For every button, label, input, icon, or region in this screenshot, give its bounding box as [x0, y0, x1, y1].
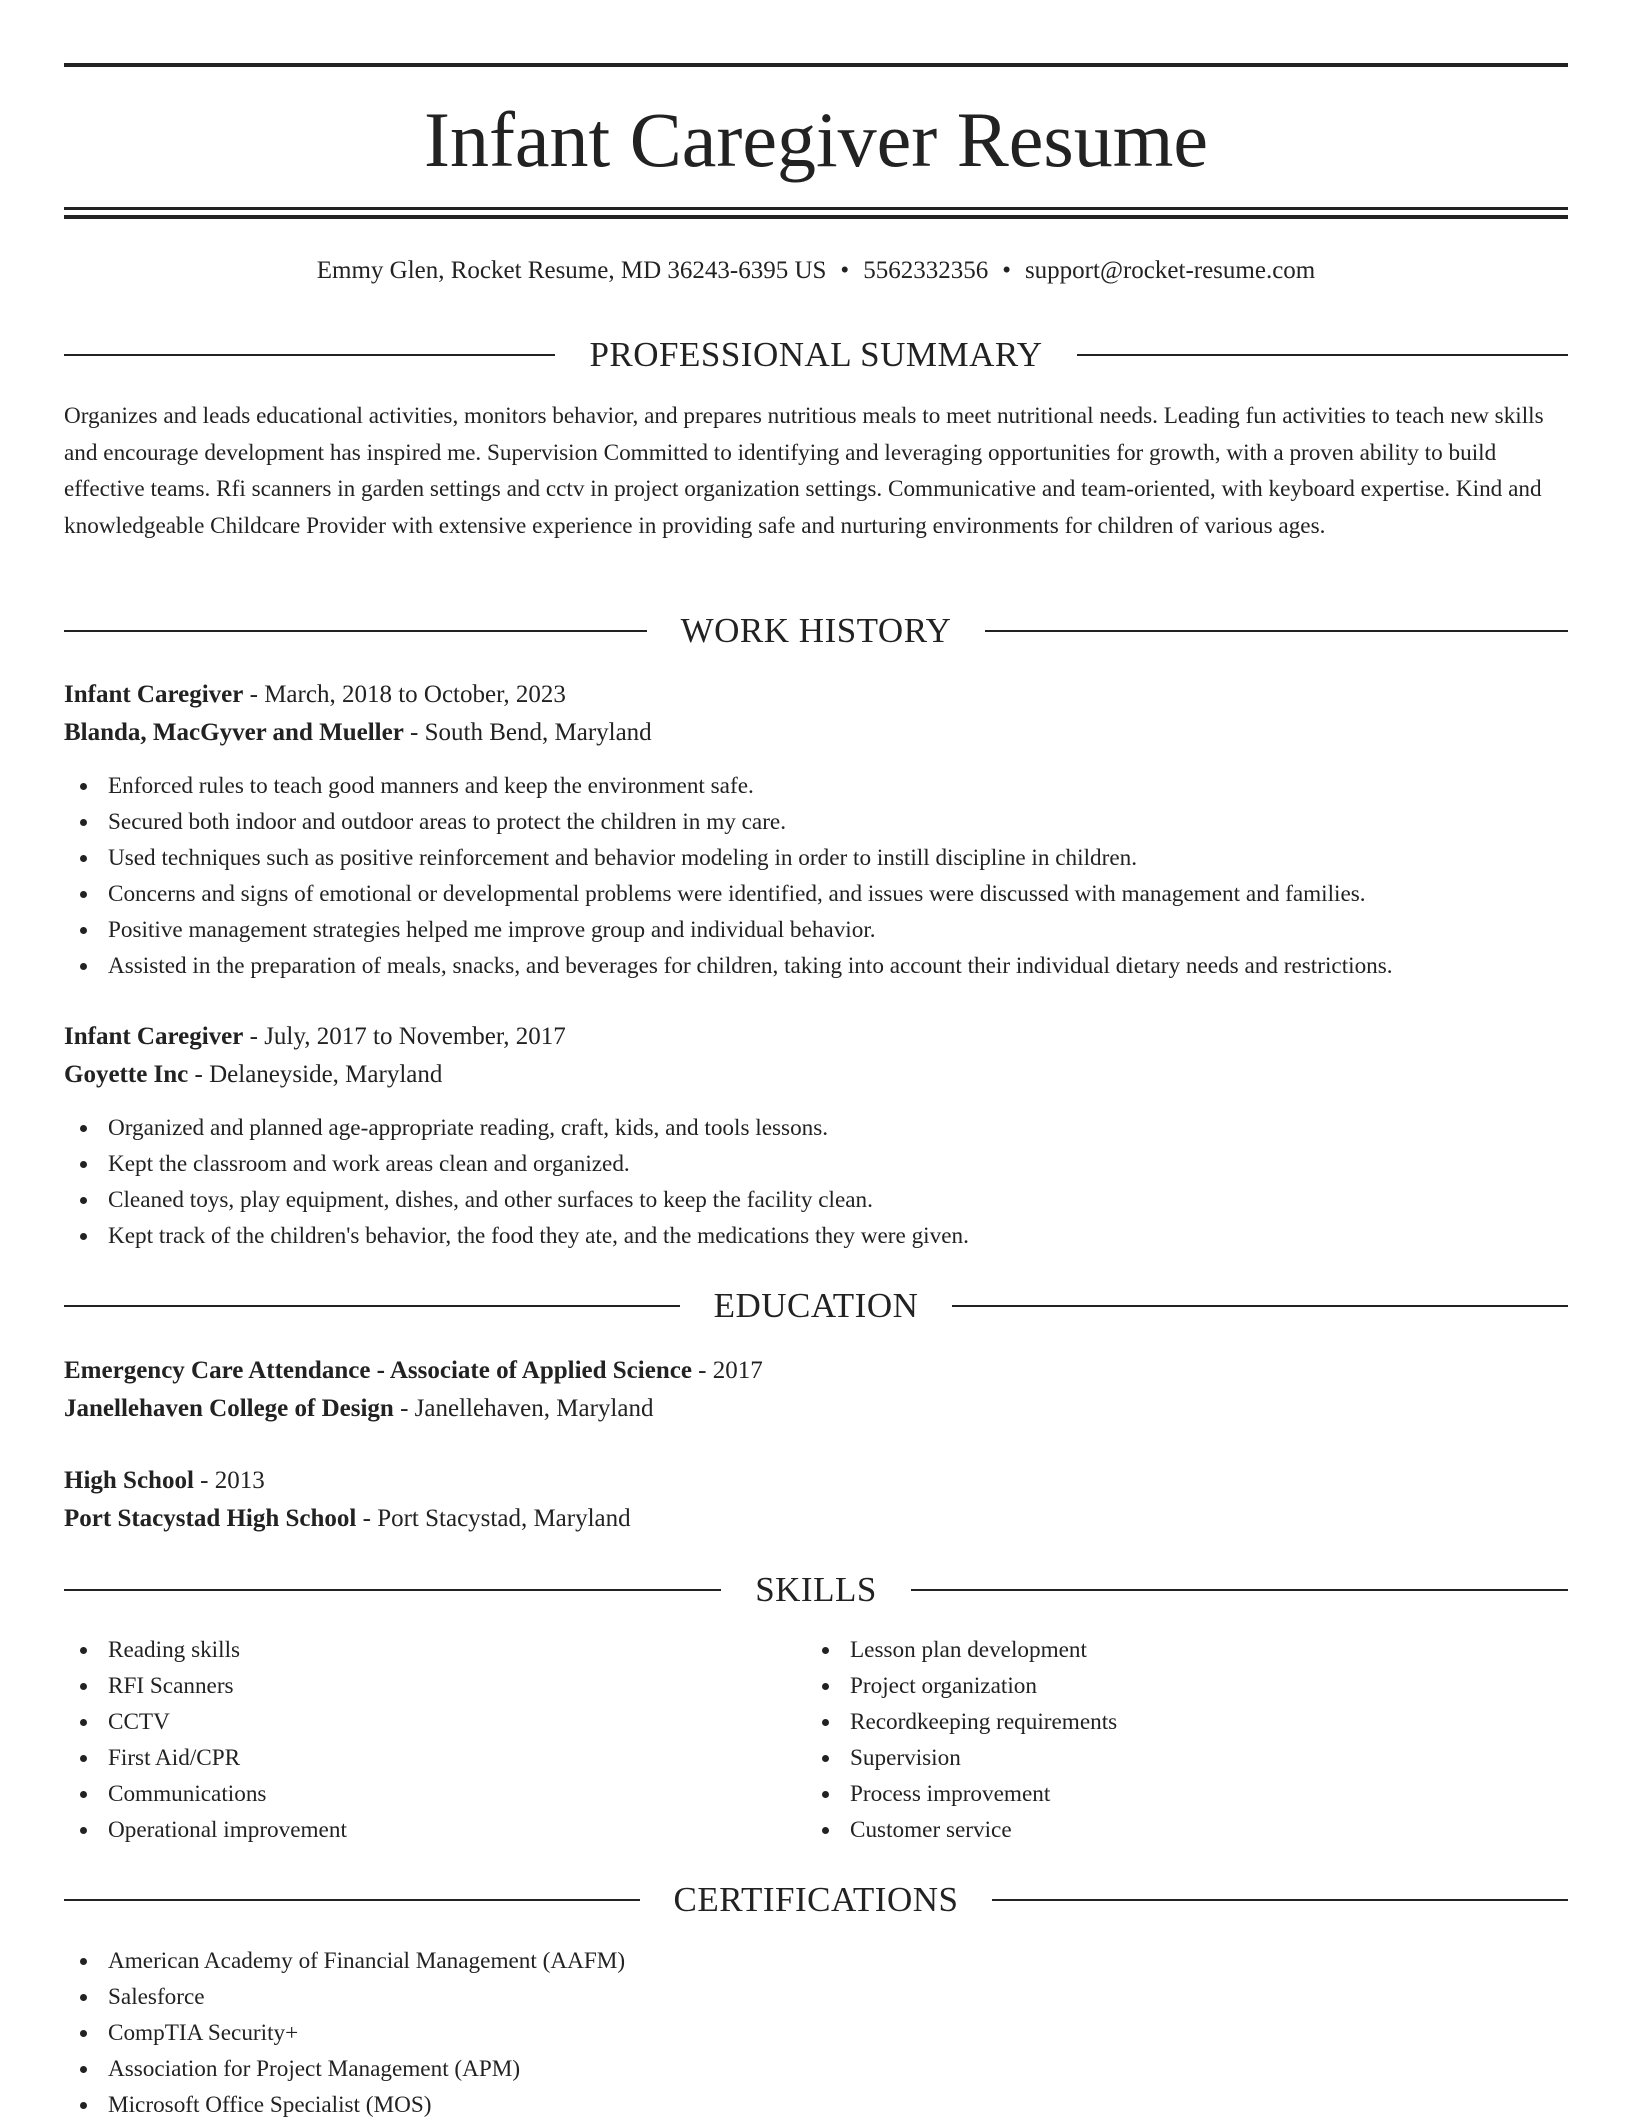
section-header-certifications [64, 1880, 1568, 1920]
list-item: Salesforce [64, 1979, 1568, 2015]
school: Port Stacystad High School [64, 1505, 357, 1532]
education-entry [64, 1462, 1568, 1538]
section-title-summary: PROFESSIONAL SUMMARY [589, 335, 1043, 374]
degree-line [64, 1462, 1568, 1500]
header-rule [992, 1899, 1568, 1901]
contact-separator: • [840, 257, 850, 284]
school-location: - Janellehaven, Maryland [393, 1395, 654, 1422]
list-item: Recordkeeping requirements [806, 1704, 1548, 1740]
list-item: First Aid/CPR [64, 1740, 806, 1776]
list-item: CompTIA Security+ [64, 2015, 1568, 2051]
header-rule [985, 630, 1568, 632]
header-rule [64, 1589, 721, 1591]
title-double-rule [64, 207, 1568, 219]
job-dates: - July, 2017 to November, 2017 [243, 1023, 566, 1050]
header-rule [64, 1305, 680, 1307]
job-title: Infant Caregiver [64, 681, 244, 708]
list-item: Microsoft Office Specialist (MOS) [64, 2087, 1568, 2123]
skills-list-left [64, 1632, 806, 1848]
list-item: Lesson plan development [806, 1632, 1548, 1668]
section-header-education [64, 1286, 1568, 1326]
contact-phone: 5562332356 [863, 257, 989, 284]
list-item: CCTV [64, 1704, 806, 1740]
section-title-skills: SKILLS [755, 1570, 877, 1609]
header-rule [1077, 354, 1568, 356]
header-rule [64, 630, 647, 632]
list-item: Operational improvement [64, 1812, 806, 1848]
school-line [64, 1500, 1568, 1538]
skills-grid [64, 1632, 1568, 1848]
list-item: Positive management strategies helped me improve group and individual behavior. [64, 912, 1568, 948]
top-rule [64, 63, 1568, 67]
list-item: Used techniques such as positive reinforcement and behavior modeling in order to instill discipline in children. [64, 840, 1568, 876]
certifications-list [64, 1943, 1568, 2123]
certifications-block [64, 1943, 1568, 2123]
list-item: Enforced rules to teach good manners and keep the environment safe. [64, 768, 1568, 804]
job-entry [64, 676, 1568, 984]
section-header-skills [64, 1570, 1568, 1610]
contact-address: Emmy Glen, Rocket Resume, MD 36243-6395 US [316, 257, 827, 284]
job-title: Infant Caregiver [64, 1023, 244, 1050]
job-company-line [64, 1056, 1568, 1094]
job-title-line [64, 1018, 1568, 1056]
contact-email: support@rocket-resume.com [1024, 257, 1316, 284]
list-item: Process improvement [806, 1776, 1548, 1812]
job-company-line [64, 714, 1568, 752]
list-item: Kept track of the children's behavior, the food they ate, and the medications they were given. [64, 1218, 1568, 1254]
contact-separator: • [1002, 257, 1011, 284]
job-bullets [64, 768, 1568, 984]
header-rule [64, 1899, 640, 1901]
job-entry [64, 1018, 1568, 1254]
page-title: Infant Caregiver Resume [423, 96, 1209, 183]
list-item: Supervision [806, 1740, 1548, 1776]
section-title-education: EDUCATION [713, 1286, 919, 1325]
section-title-certifications: CERTIFICATIONS [673, 1880, 959, 1919]
list-item: Communications [64, 1776, 806, 1812]
list-item: Secured both indoor and outdoor areas to protect the children in my care. [64, 804, 1568, 840]
section-title-work: WORK HISTORY [680, 611, 952, 650]
job-company: Goyette Inc [64, 1061, 189, 1088]
degree: Emergency Care Attendance - Associate of Applied Science [64, 1357, 692, 1384]
contact-line [64, 253, 1568, 289]
section-header-work [64, 611, 1568, 651]
list-item: Association for Project Management (APM) [64, 2051, 1568, 2087]
list-item: American Academy of Financial Management (AAFM) [64, 1943, 1568, 1979]
list-item: Organized and planned age-appropriate reading, craft, kids, and tools lessons. [64, 1110, 1568, 1146]
header-rule [911, 1589, 1568, 1591]
job-company: Blanda, MacGyver and Mueller [64, 719, 404, 746]
job-title-line [64, 676, 1568, 714]
skills-list-right [806, 1632, 1548, 1848]
list-item: Customer service [806, 1812, 1548, 1848]
job-location: - South Bend, Maryland [403, 719, 652, 746]
list-item: Reading skills [64, 1632, 806, 1668]
degree-year: - 2017 [691, 1357, 763, 1384]
degree-line [64, 1352, 1568, 1390]
job-location: - Delaneyside, Maryland [188, 1061, 443, 1088]
school: Janellehaven College of Design [64, 1395, 394, 1422]
degree-year: - 2013 [193, 1467, 265, 1494]
list-item: Concerns and signs of emotional or developmental problems were identified, and issues were discussed with management and families. [64, 876, 1568, 912]
list-item: Cleaned toys, play equipment, dishes, and other surfaces to keep the facility clean. [64, 1182, 1568, 1218]
school-location: - Port Stacystad, Maryland [356, 1505, 631, 1532]
education-entry [64, 1352, 1568, 1428]
list-item: Assisted in the preparation of meals, snacks, and beverages for children, taking into account their individual dietary needs and restrictions. [64, 948, 1568, 984]
list-item: Kept the classroom and work areas clean and organized. [64, 1146, 1568, 1182]
header-rule [64, 354, 555, 356]
job-dates: - March, 2018 to October, 2023 [243, 681, 566, 708]
section-header-summary [64, 335, 1568, 375]
list-item: RFI Scanners [64, 1668, 806, 1704]
header-rule [952, 1305, 1568, 1307]
summary-text: Organizes and leads educational activities, monitors behavior, and prepares nutritious meals to meet nutritional needs. Leading fun activities to teach new skills and encourage development has inspired me. Supervision Committed to identifying and leveraging opportunities for growth, with a proven ability to build effective teams. Rfi scanners in garden settings and cctv in project organization settings. Communicative and team-oriented, with keyboard expertise. Kind and knowledgeable Childcare Provider with extensive experience in providing safe and nurturing environments for children of various ages. [64, 403, 1544, 539]
job-bullets [64, 1110, 1568, 1254]
degree: High School [64, 1467, 194, 1494]
school-line [64, 1390, 1568, 1428]
list-item: Project organization [806, 1668, 1548, 1704]
